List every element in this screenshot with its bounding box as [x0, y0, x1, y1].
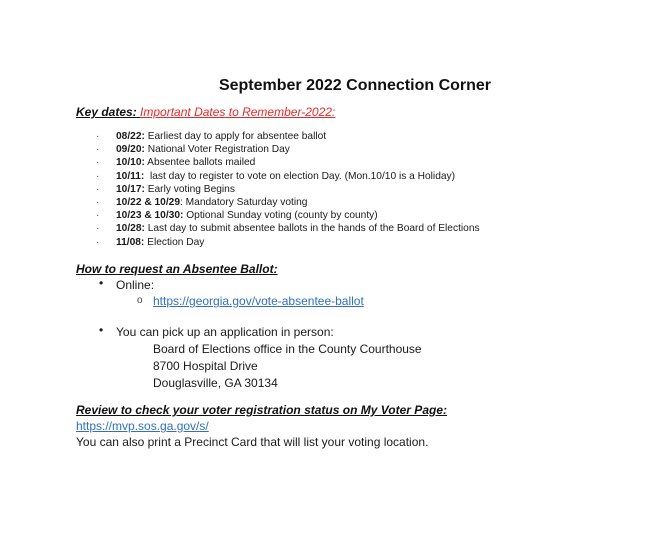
date-description: Earliest day to apply for absentee ballot [144, 131, 327, 142]
date-label: 10/10: [116, 157, 145, 169]
date-description: Last day to submit absentee ballots in the hands of the Board of Elections [144, 223, 480, 235]
key-dates-heading [76, 105, 335, 119]
date-description: Election Day [144, 236, 205, 248]
date-label: 08/22: [116, 131, 145, 142]
bullet-icon: • [99, 323, 104, 337]
key-dates-subheading: Important Dates to Remember-2022: [140, 105, 336, 119]
dash-bullet-icon: · [96, 210, 100, 222]
date-label: 10/17: [116, 183, 145, 195]
date-description: Absentee ballots mailed [144, 157, 256, 169]
dash-bullet-icon: · [96, 183, 100, 195]
date-description: Early voting Begins [144, 183, 235, 195]
dash-bullet-icon: · [96, 223, 100, 235]
address-line-1: Board of Elections office in the County Courthouse [153, 342, 422, 356]
absentee-heading: How to request an Absentee Ballot: [76, 262, 278, 276]
address-line-3: Douglasville, GA 30134 [153, 376, 278, 390]
date-description: last day to register to vote on election Day. (Mon.10/10 is a Holiday) [144, 170, 456, 182]
in-person-label: You can pick up an application in person: [116, 325, 334, 339]
date-label: 11/08: [116, 236, 145, 248]
precinct-card-note: You can also print a Precinct Card that will list your voting location. [76, 435, 429, 449]
bullet-icon: • [99, 276, 104, 290]
date-label: 09/20: [116, 144, 145, 156]
dash-bullet-icon: · [96, 157, 100, 169]
address-line-2: 8700 Hospital Drive [153, 359, 258, 373]
dash-bullet-icon: · [96, 131, 100, 142]
online-label: Online: [116, 278, 155, 292]
dash-bullet-icon: · [96, 144, 100, 156]
dash-bullet-icon: · [96, 236, 100, 248]
sub-bullet-icon: o [137, 295, 143, 306]
my-voter-page-link[interactable]: https://mvp.sos.ga.gov/s/ [76, 419, 209, 433]
key-dates-label: Key dates: [76, 105, 137, 119]
dash-bullet-icon: · [96, 196, 100, 208]
date-label: 10/23 & 10/30: [116, 210, 184, 222]
date-description: Optional Sunday voting (county by county) [183, 210, 378, 222]
date-label: 10/11: [116, 170, 145, 182]
date-description: : Mandatory Saturday voting [180, 196, 308, 208]
registration-heading: Review to check your voter registration status on My Voter Page: [76, 403, 447, 417]
dash-bullet-icon: · [96, 170, 100, 182]
date-description: National Voter Registration Day [144, 144, 290, 156]
date-label: 10/28: [116, 223, 145, 235]
date-label: 10/22 & 10/29 [116, 196, 181, 208]
absentee-ballot-link[interactable]: https://georgia.gov/vote-absentee-ballot [153, 294, 364, 308]
page-title: September 2022 Connection Corner [218, 77, 492, 94]
